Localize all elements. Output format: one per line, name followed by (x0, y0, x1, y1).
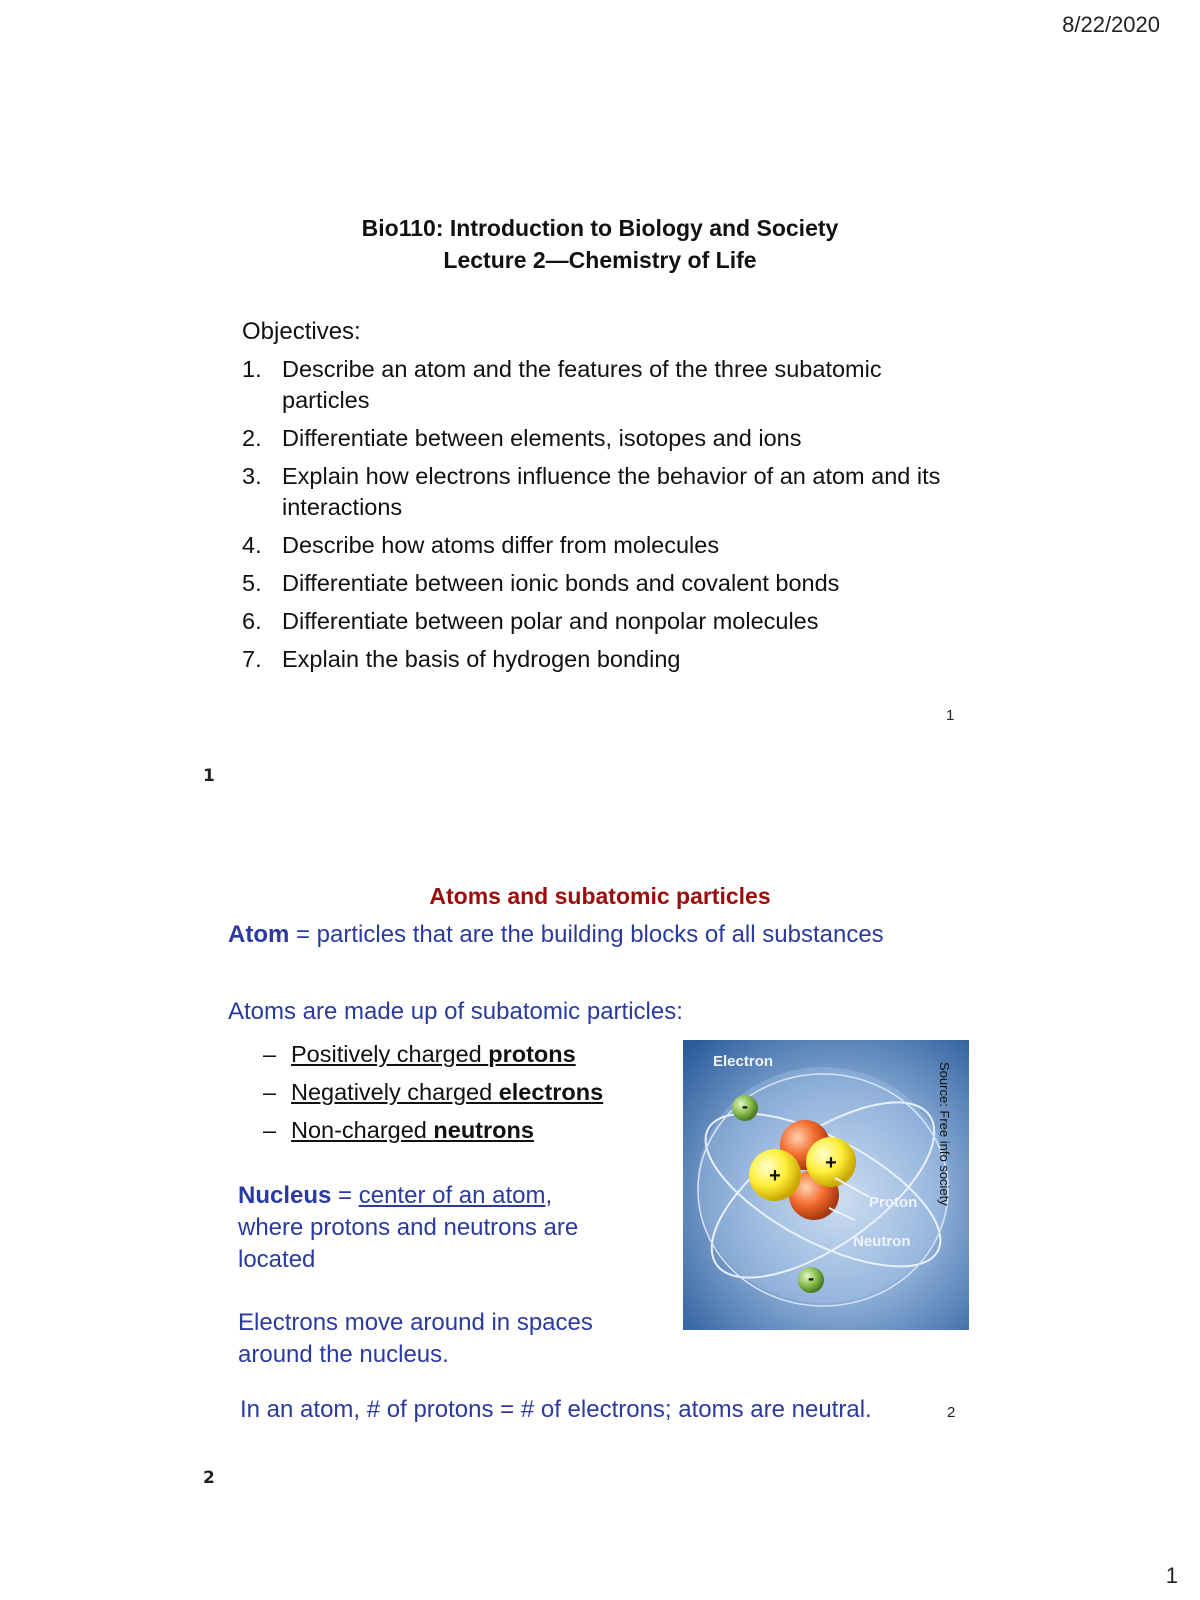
atom-term: Atom (228, 921, 290, 948)
atom-svg (683, 1040, 969, 1330)
particle-item: – Negatively charged electrons (263, 1079, 604, 1105)
objectives-list (242, 354, 972, 682)
slide1-page-label: 1 (203, 766, 215, 786)
electrons-text: Electrons move around in spaces around the nucleus. (238, 1309, 593, 1368)
electron-charge: - (742, 1096, 748, 1116)
objectives-heading: Objectives: (242, 318, 361, 345)
slide2-number: 2 (947, 1404, 956, 1421)
objective-item: 6. Differentiate between polar and nonpolar molecules (242, 608, 819, 634)
print-date: 8/22/2020 (1062, 12, 1160, 37)
slide1-number: 1 (946, 707, 955, 724)
particle-item: – Non-charged neutrons (263, 1117, 534, 1143)
slide1-title (0, 212, 1200, 276)
figure-source-credit: Source: Free info society (937, 1062, 952, 1206)
proton-charge: + (825, 1152, 837, 1174)
footer-page-number: 1 (1165, 1563, 1178, 1588)
objective-item: 7. Explain the basis of hydrogen bonding (242, 646, 681, 672)
atom-diagram (683, 1040, 969, 1330)
nucleus-definition: Nucleus = center of an atom, where protons and neutrons are located (238, 1182, 579, 1273)
particle-item: – Positively charged protons (263, 1041, 576, 1067)
electron-charge: - (808, 1268, 814, 1288)
objective-item: 3. Explain how electrons influence the behavior of an atom and its interactions (242, 463, 941, 520)
course-title: Bio110: Introduction to Biology and Society (361, 215, 839, 241)
slide2-page-label: 2 (203, 1468, 215, 1488)
neutral-statement: In an atom, # of protons = # of electrons; atoms are neutral. (240, 1396, 872, 1423)
objective-item: 1. Describe an atom and the features of the three subatomic particles (242, 356, 882, 413)
made-up-text: Atoms are made up of subatomic particles: (228, 998, 683, 1025)
atom-definition: Atom = particles that are the building blocks of all substances (228, 921, 884, 948)
lecture-title: Lecture 2—Chemistry of Life (443, 247, 757, 273)
neutron-label: Neutron (853, 1233, 911, 1250)
slide2-title: Atoms and subatomic particles (429, 883, 771, 909)
proton-charge: + (769, 1165, 781, 1187)
proton-label: Proton (869, 1194, 918, 1211)
particle-list (263, 1035, 603, 1149)
objective-item: 2. Differentiate between elements, isotopes and ions (242, 425, 802, 451)
objective-item: 4. Describe how atoms differ from molecules (242, 532, 720, 558)
nucleus-term: Nucleus (238, 1182, 332, 1209)
electron-label: Electron (713, 1053, 774, 1070)
objective-item: 5. Differentiate between ionic bonds and covalent bonds (242, 570, 840, 596)
